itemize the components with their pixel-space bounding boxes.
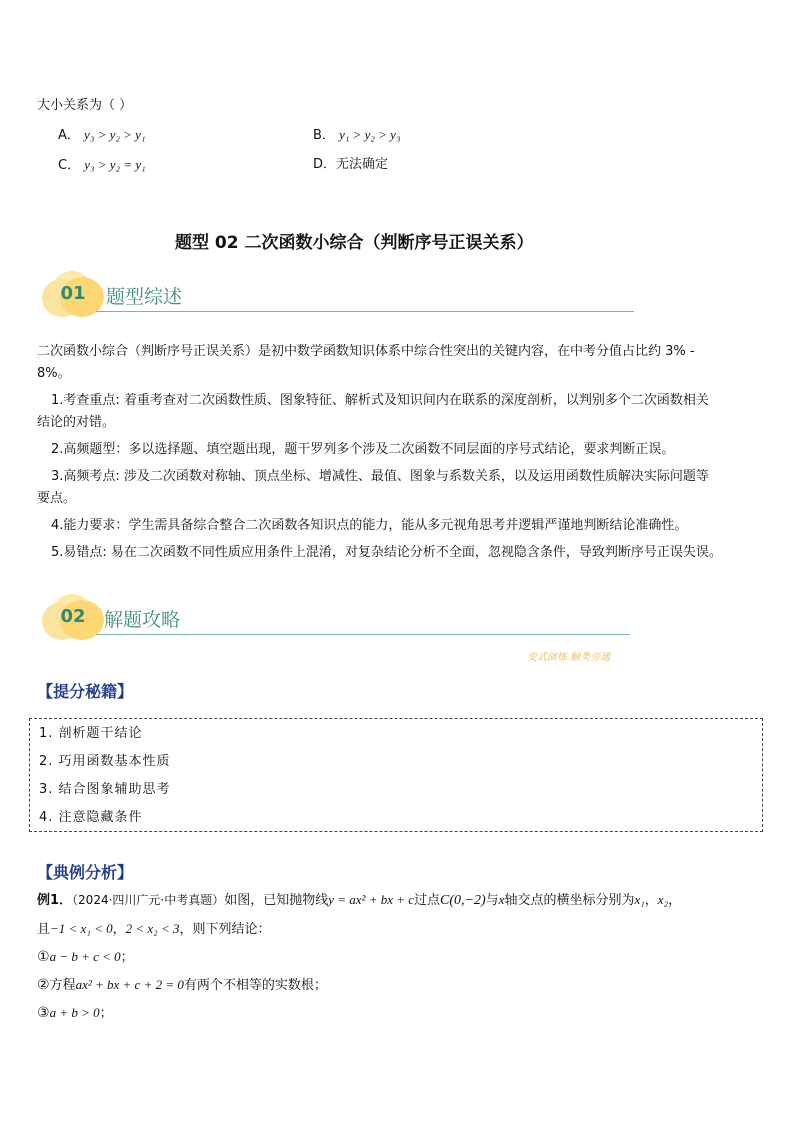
section-tagline: 变式演练 触类旁通	[527, 652, 611, 663]
overview-point	[37, 542, 767, 564]
point-line: 1.考查重点: 着重考查对二次函数性质、图象特征、解析式及知识间内在联系的深度剖析，以判别多个二次函数相关	[51, 393, 709, 408]
point-line: 4.能力要求：学生需具备综合整合二次函数各知识点的能力，能从多元视角思考并逻辑严谨地判断结论准确性。	[51, 518, 688, 533]
example-label: 例1．	[37, 893, 73, 908]
overview-point	[37, 466, 767, 510]
conclusion-tail: 有两个不相等的实数根；	[183, 978, 327, 993]
option-label: A．	[58, 128, 80, 143]
example-heading: 【典例分析】	[37, 863, 134, 882]
point-line: 要点。	[37, 491, 77, 506]
option-a	[58, 127, 145, 144]
option-label: D．	[313, 157, 337, 172]
option-text: 无法确定	[336, 157, 389, 172]
condition-x2: 2 < x₂ < 3	[125, 921, 180, 936]
conclusion-3	[37, 1005, 113, 1022]
option-text: y₁ > y₂ > y₃	[339, 127, 401, 142]
tip-item: 2. 巧用函数基本性质	[39, 754, 171, 769]
example-text: 且	[37, 922, 51, 937]
section-number: 02	[60, 606, 86, 627]
x-var: x	[498, 892, 505, 907]
tips-box	[29, 718, 763, 832]
x2-var: x₂	[657, 892, 669, 907]
conclusion-expr: ax² + bx + c + 2 = 0	[75, 977, 184, 992]
example-text: ，	[112, 922, 126, 937]
section-divider	[96, 634, 630, 635]
example-text: 与	[485, 893, 499, 908]
example-line-2	[37, 921, 271, 938]
conclusion-tail: ；	[99, 1006, 113, 1021]
example-text: 轴交点的横坐标分别为	[504, 893, 635, 908]
tip-item: 1. 剖析题干结论	[39, 726, 143, 741]
question-stem-end: 大小关系为（ ）	[37, 98, 133, 113]
overview-point	[37, 439, 767, 461]
conclusion-mark: ③	[37, 1005, 50, 1021]
conclusion-expr: a + b > 0	[49, 1005, 100, 1020]
point-line: 3.高频考点: 涉及二次函数对称轴、顶点坐标、增减性、最值、图象与系数关系，以及运用函数性质解决实际问题等	[51, 469, 709, 484]
overview-intro-cont: 8%。	[37, 366, 71, 381]
point-line: 2.高频题型：多以选择题、填空题出现，题干罗列多个涉及二次函数不同层面的序号式结论，要求判断正误。	[51, 442, 675, 457]
conclusion-pre: 方程	[49, 978, 76, 993]
option-label: B．	[313, 128, 335, 143]
section-number: 01	[60, 283, 86, 304]
conclusion-mark: ①	[37, 949, 50, 965]
parabola-expr: y = ax² + bx + c	[328, 892, 415, 907]
example-text: ，	[644, 893, 658, 908]
conclusion-tail: ；	[120, 950, 134, 965]
overview-intro: 二次函数小综合（判断序号正误关系）是初中数学函数知识体系中综合性突出的关键内容，在中考分值占比约 3% -	[37, 344, 695, 359]
option-label: C．	[58, 158, 81, 173]
tips-heading: 【提分秘籍】	[37, 682, 134, 701]
point-line: 5.易错点: 易在二次函数不同性质应用条件上混淆，对复杂结论分析不全面，忽视隐含条件，导致判断序号正误失误。	[51, 545, 722, 560]
option-text: y₃ > y₂ > y₁	[84, 127, 146, 142]
point-line: 结论的对错。	[37, 415, 116, 430]
conclusion-1	[37, 949, 134, 966]
section-title: 解题攻略	[104, 609, 181, 631]
option-d	[313, 157, 388, 173]
page-title: 题型 02 二次函数小综合（判断序号正误关系）	[175, 233, 534, 253]
option-text: y₃ > y₂ = y₁	[84, 157, 146, 172]
tip-item: 3. 结合图象辅助思考	[39, 782, 171, 797]
option-b	[313, 127, 400, 144]
option-c	[58, 157, 146, 174]
conclusion-2	[37, 977, 327, 994]
example-text: ，	[668, 893, 682, 908]
example-text: ，则下列结论：	[179, 922, 271, 937]
example-line-1	[37, 892, 681, 910]
overview-point	[37, 390, 767, 434]
section-divider	[96, 311, 634, 312]
example-text: 过点	[414, 893, 441, 908]
x1-var: x₁	[634, 892, 645, 907]
conclusion-mark: ②	[37, 977, 50, 993]
overview	[37, 341, 767, 564]
example-text: 如图，已知抛物线	[224, 893, 329, 908]
conclusion-expr: a − b + c < 0	[49, 949, 121, 964]
example-source: （2024·四川广元·中考真题）	[72, 893, 225, 907]
section-title: 题型综述	[106, 286, 183, 308]
overview-point	[37, 515, 767, 537]
tip-item: 4. 注意隐藏条件	[39, 810, 143, 825]
point-c: C(0,−2)	[440, 893, 486, 908]
condition-x1: −1 < x₁ < 0	[50, 921, 113, 936]
